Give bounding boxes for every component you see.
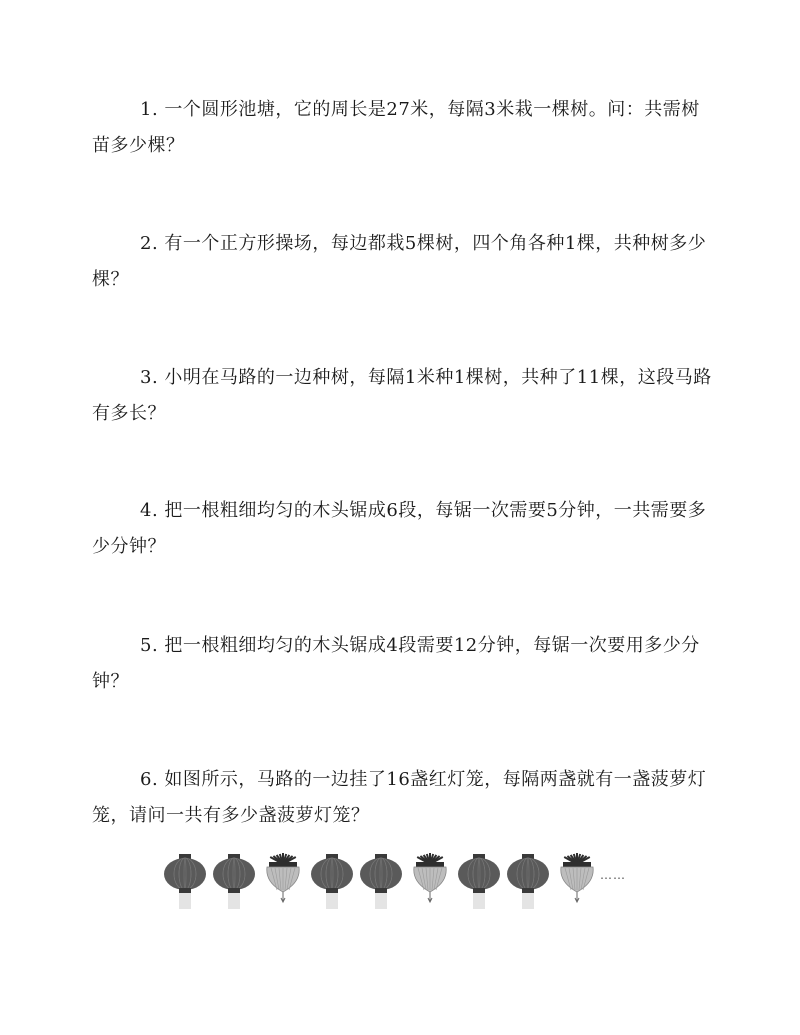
red-lantern-icon bbox=[164, 854, 206, 909]
problem-6: 6. 如图所示，马路的一边挂了16盏红灯笼，每隔两盏就有一盏菠萝灯笼，请问一共有多少盏菠萝灯笼？ bbox=[92, 769, 707, 826]
red-lantern-icon bbox=[507, 854, 549, 909]
red-lantern-icon bbox=[360, 854, 402, 909]
lantern-figure-svg bbox=[160, 850, 640, 910]
figure-ellipsis: …… bbox=[600, 868, 626, 882]
red-lantern-icon bbox=[213, 854, 255, 909]
pineapple-lantern-icon bbox=[561, 853, 593, 902]
lantern-figure bbox=[160, 850, 640, 910]
pineapple-lantern-icon bbox=[267, 853, 299, 902]
problem-2: 2. 有一个正方形操场，每边都栽5棵树，四个角各种1棵，共种树多少棵？ bbox=[92, 233, 707, 290]
problem-1: 1. 一个圆形池塘，它的周长是27米，每隔3米栽一棵树。问：共需树苗多少棵？ bbox=[92, 99, 700, 156]
red-lantern-icon bbox=[458, 854, 500, 909]
pineapple-lantern-icon bbox=[414, 853, 446, 902]
red-lantern-icon bbox=[311, 854, 353, 909]
problem-4: 4. 把一根粗细均匀的木头锯成6段，每锯一次需要5分钟，一共需要多少分钟？ bbox=[92, 500, 707, 557]
problem-5: 5. 把一根粗细均匀的木头锯成4段需要12分钟，每锯一次要用多少分钟？ bbox=[92, 635, 700, 692]
problem-3: 3. 小明在马路的一边种树，每隔1米种1棵树，共种了11棵，这段马路有多长？ bbox=[92, 367, 712, 424]
